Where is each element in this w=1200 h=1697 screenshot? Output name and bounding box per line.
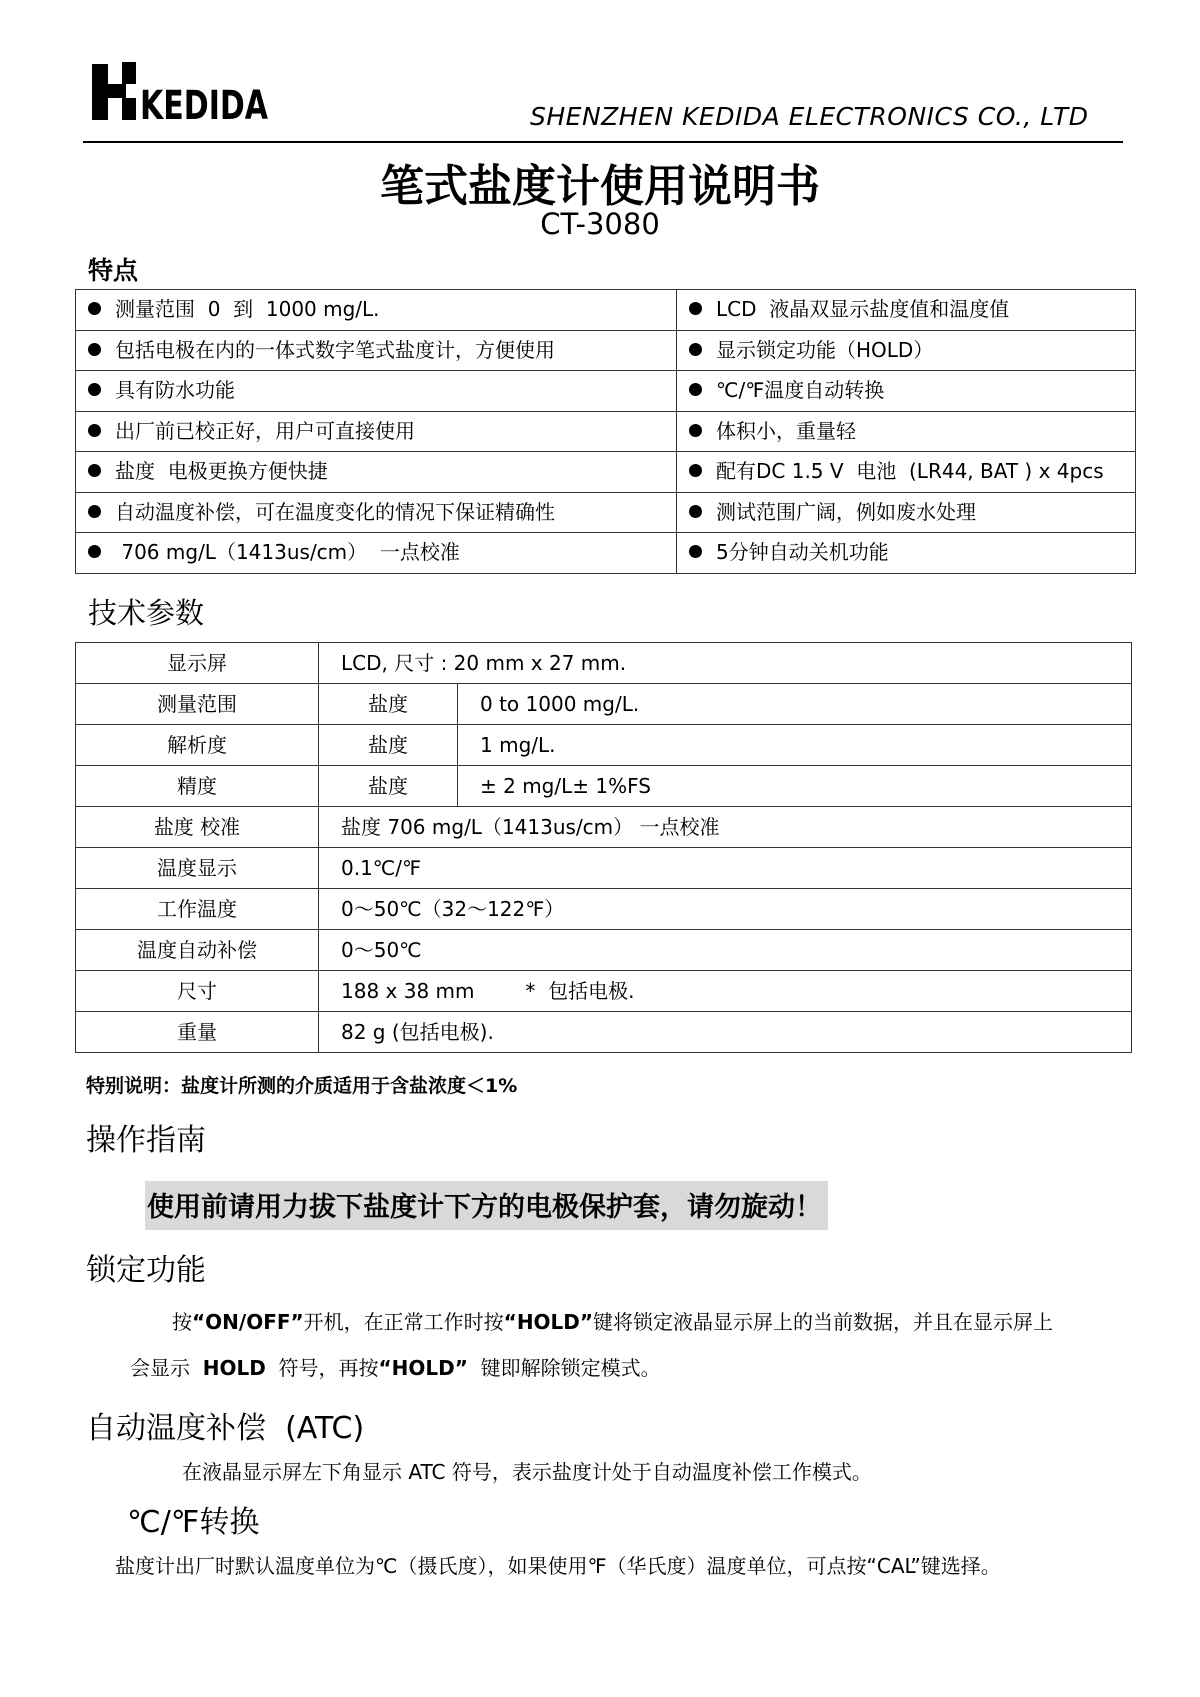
feature-row — [76, 533, 1136, 574]
feature-text: 测量范围 0 到 1000 mg/L. — [115, 297, 380, 322]
feature-cell — [677, 492, 1136, 533]
feature-cell — [677, 330, 1136, 371]
spec-name: 重量 — [76, 1012, 319, 1053]
feature-row — [76, 411, 1136, 452]
spec-value: 盐度 706 mg/L（1413us/cm） 一点校准 — [319, 807, 1132, 848]
feature-text: 显示锁定功能（HOLD） — [716, 337, 934, 362]
features-heading: 特点 — [88, 256, 139, 285]
bullet-icon — [689, 545, 702, 558]
key-onoff: “ON/OFF” — [192, 1310, 304, 1334]
spec-value: 188 x 38 mm * 包括电极. — [319, 971, 1132, 1012]
feature-cell — [76, 330, 677, 371]
atc-heading: 自动温度补偿 (ATC) — [86, 1411, 365, 1446]
page-title: 笔式盐度计使用说明书 — [380, 161, 820, 212]
spec-row — [76, 930, 1132, 971]
unit-heading: ℃/℉转换 — [127, 1505, 260, 1540]
atc-text: 在液晶显示屏左下角显示 ATC 符号，表示盐度计处于自动温度补偿工作模式。 — [182, 1460, 872, 1484]
feature-cell — [677, 290, 1136, 331]
spec-row — [76, 807, 1132, 848]
spec-value: 1 mg/L. — [458, 725, 1132, 766]
feature-text: 5分钟自动关机功能 — [716, 540, 889, 565]
hold-paragraph-line2 — [130, 1352, 661, 1381]
feature-cell — [76, 411, 677, 452]
spec-row — [76, 848, 1132, 889]
special-note: 特别说明：盐度计所测的介质适用于含盐浓度＜1% — [86, 1075, 518, 1097]
feature-text: LCD 液晶双显示盐度值和温度值 — [716, 297, 1010, 322]
spec-value: 82 g (包括电极). — [319, 1012, 1132, 1053]
hold-symbol: HOLD — [202, 1356, 266, 1380]
warning-banner: 使用前请用力拔下盐度计下方的电极保护套，请勿旋动！ — [145, 1181, 828, 1230]
key-hold: “HOLD” — [503, 1310, 594, 1334]
feature-row — [76, 330, 1136, 371]
bullet-icon — [88, 302, 101, 315]
spec-value: 0.1℃/℉ — [319, 848, 1132, 889]
spec-name: 精度 — [76, 766, 319, 807]
svg-text:KEDIDA: KEDIDA — [140, 83, 269, 129]
feature-text: 包括电极在内的一体式数字笔式盐度计，方便使用 — [115, 337, 555, 362]
feature-cell — [76, 371, 677, 412]
spec-value: 0 to 1000 mg/L. — [458, 684, 1132, 725]
spec-row — [76, 1012, 1132, 1053]
spec-name: 尺寸 — [76, 971, 319, 1012]
operation-heading: 操作指南 — [86, 1123, 206, 1158]
specs-heading: 技术参数 — [88, 596, 205, 630]
kedida-logo — [92, 62, 272, 129]
text-span: 键即解除锁定模式。 — [467, 1356, 661, 1380]
feature-cell — [677, 533, 1136, 574]
text-span: 会显示 — [130, 1356, 203, 1380]
feature-text: 具有防水功能 — [115, 378, 235, 403]
spec-value: ± 2 mg/L± 1%FS — [458, 766, 1132, 807]
bullet-icon — [689, 424, 702, 437]
text-span: 键将锁定液晶显示屏上的当前数据，并且在显示屏上 — [593, 1310, 1054, 1334]
spec-name: 测量范围 — [76, 684, 319, 725]
feature-cell — [76, 452, 677, 493]
spec-value: LCD, 尺寸 : 20 mm x 27 mm. — [319, 643, 1132, 684]
bullet-icon — [689, 302, 702, 315]
spec-name: 解析度 — [76, 725, 319, 766]
feature-text: 体积小，重量轻 — [716, 418, 856, 443]
bullet-icon — [88, 424, 101, 437]
bullet-icon — [88, 383, 101, 396]
bullet-icon — [689, 343, 702, 356]
bullet-icon — [689, 464, 702, 477]
feature-text: 配有DC 1.5 V 电池 (LR44, BAT ) x 4pcs — [716, 459, 1104, 484]
bullet-icon — [88, 505, 101, 518]
spec-sub: 盐度 — [319, 725, 458, 766]
feature-row — [76, 290, 1136, 331]
bullet-icon — [689, 383, 702, 396]
spec-name: 盐度 校准 — [76, 807, 319, 848]
spec-name: 显示屏 — [76, 643, 319, 684]
feature-text: ℃/℉温度自动转换 — [716, 378, 885, 403]
specs-table — [75, 642, 1132, 1053]
spec-name: 温度显示 — [76, 848, 319, 889]
spec-row — [76, 971, 1132, 1012]
bullet-icon — [88, 343, 101, 356]
feature-cell — [677, 452, 1136, 493]
header-divider — [83, 141, 1123, 143]
key-hold: “HOLD” — [378, 1356, 468, 1380]
feature-text: 测试范围广阔，例如废水处理 — [716, 499, 976, 524]
spec-row — [76, 725, 1132, 766]
spec-row — [76, 684, 1132, 725]
feature-cell — [76, 290, 677, 331]
spec-value: 0～50℃（32～122℉） — [319, 889, 1132, 930]
spec-row — [76, 889, 1132, 930]
text-span: 按 — [172, 1310, 192, 1334]
bullet-icon — [689, 505, 702, 518]
feature-cell — [677, 371, 1136, 412]
feature-text: 自动温度补偿，可在温度变化的情况下保证精确性 — [115, 499, 555, 524]
feature-row — [76, 452, 1136, 493]
features-table — [75, 289, 1136, 574]
model-number: CT-3080 — [540, 207, 660, 241]
spec-name: 工作温度 — [76, 889, 319, 930]
feature-cell — [76, 492, 677, 533]
bullet-icon — [88, 464, 101, 477]
feature-row — [76, 371, 1136, 412]
unit-text: 盐度计出厂时默认温度单位为℃（摄氏度），如果使用℉（华氏度）温度单位，可点按“CAL”键选择。 — [115, 1554, 1001, 1578]
bullet-icon — [88, 545, 101, 558]
hold-heading: 锁定功能 — [86, 1253, 206, 1288]
spec-name: 温度自动补偿 — [76, 930, 319, 971]
spec-value: 0～50℃ — [319, 930, 1132, 971]
spec-row — [76, 766, 1132, 807]
text-span: 符号，再按 — [265, 1356, 379, 1380]
text-span: 开机，在正常工作时按 — [303, 1310, 504, 1334]
feature-text: 出厂前已校正好，用户可直接使用 — [115, 418, 415, 443]
company-name: SHENZHEN KEDIDA ELECTRONICS CO., LTD — [530, 102, 1089, 131]
feature-cell — [76, 533, 677, 574]
spec-row — [76, 643, 1132, 684]
hold-paragraph-line1 — [172, 1306, 1053, 1335]
feature-text: 盐度 电极更换方便快捷 — [115, 459, 328, 484]
feature-row — [76, 492, 1136, 533]
spec-sub: 盐度 — [319, 684, 458, 725]
feature-cell — [677, 411, 1136, 452]
feature-text: 706 mg/L（1413us/cm） 一点校准 — [115, 540, 460, 565]
spec-sub: 盐度 — [319, 766, 458, 807]
